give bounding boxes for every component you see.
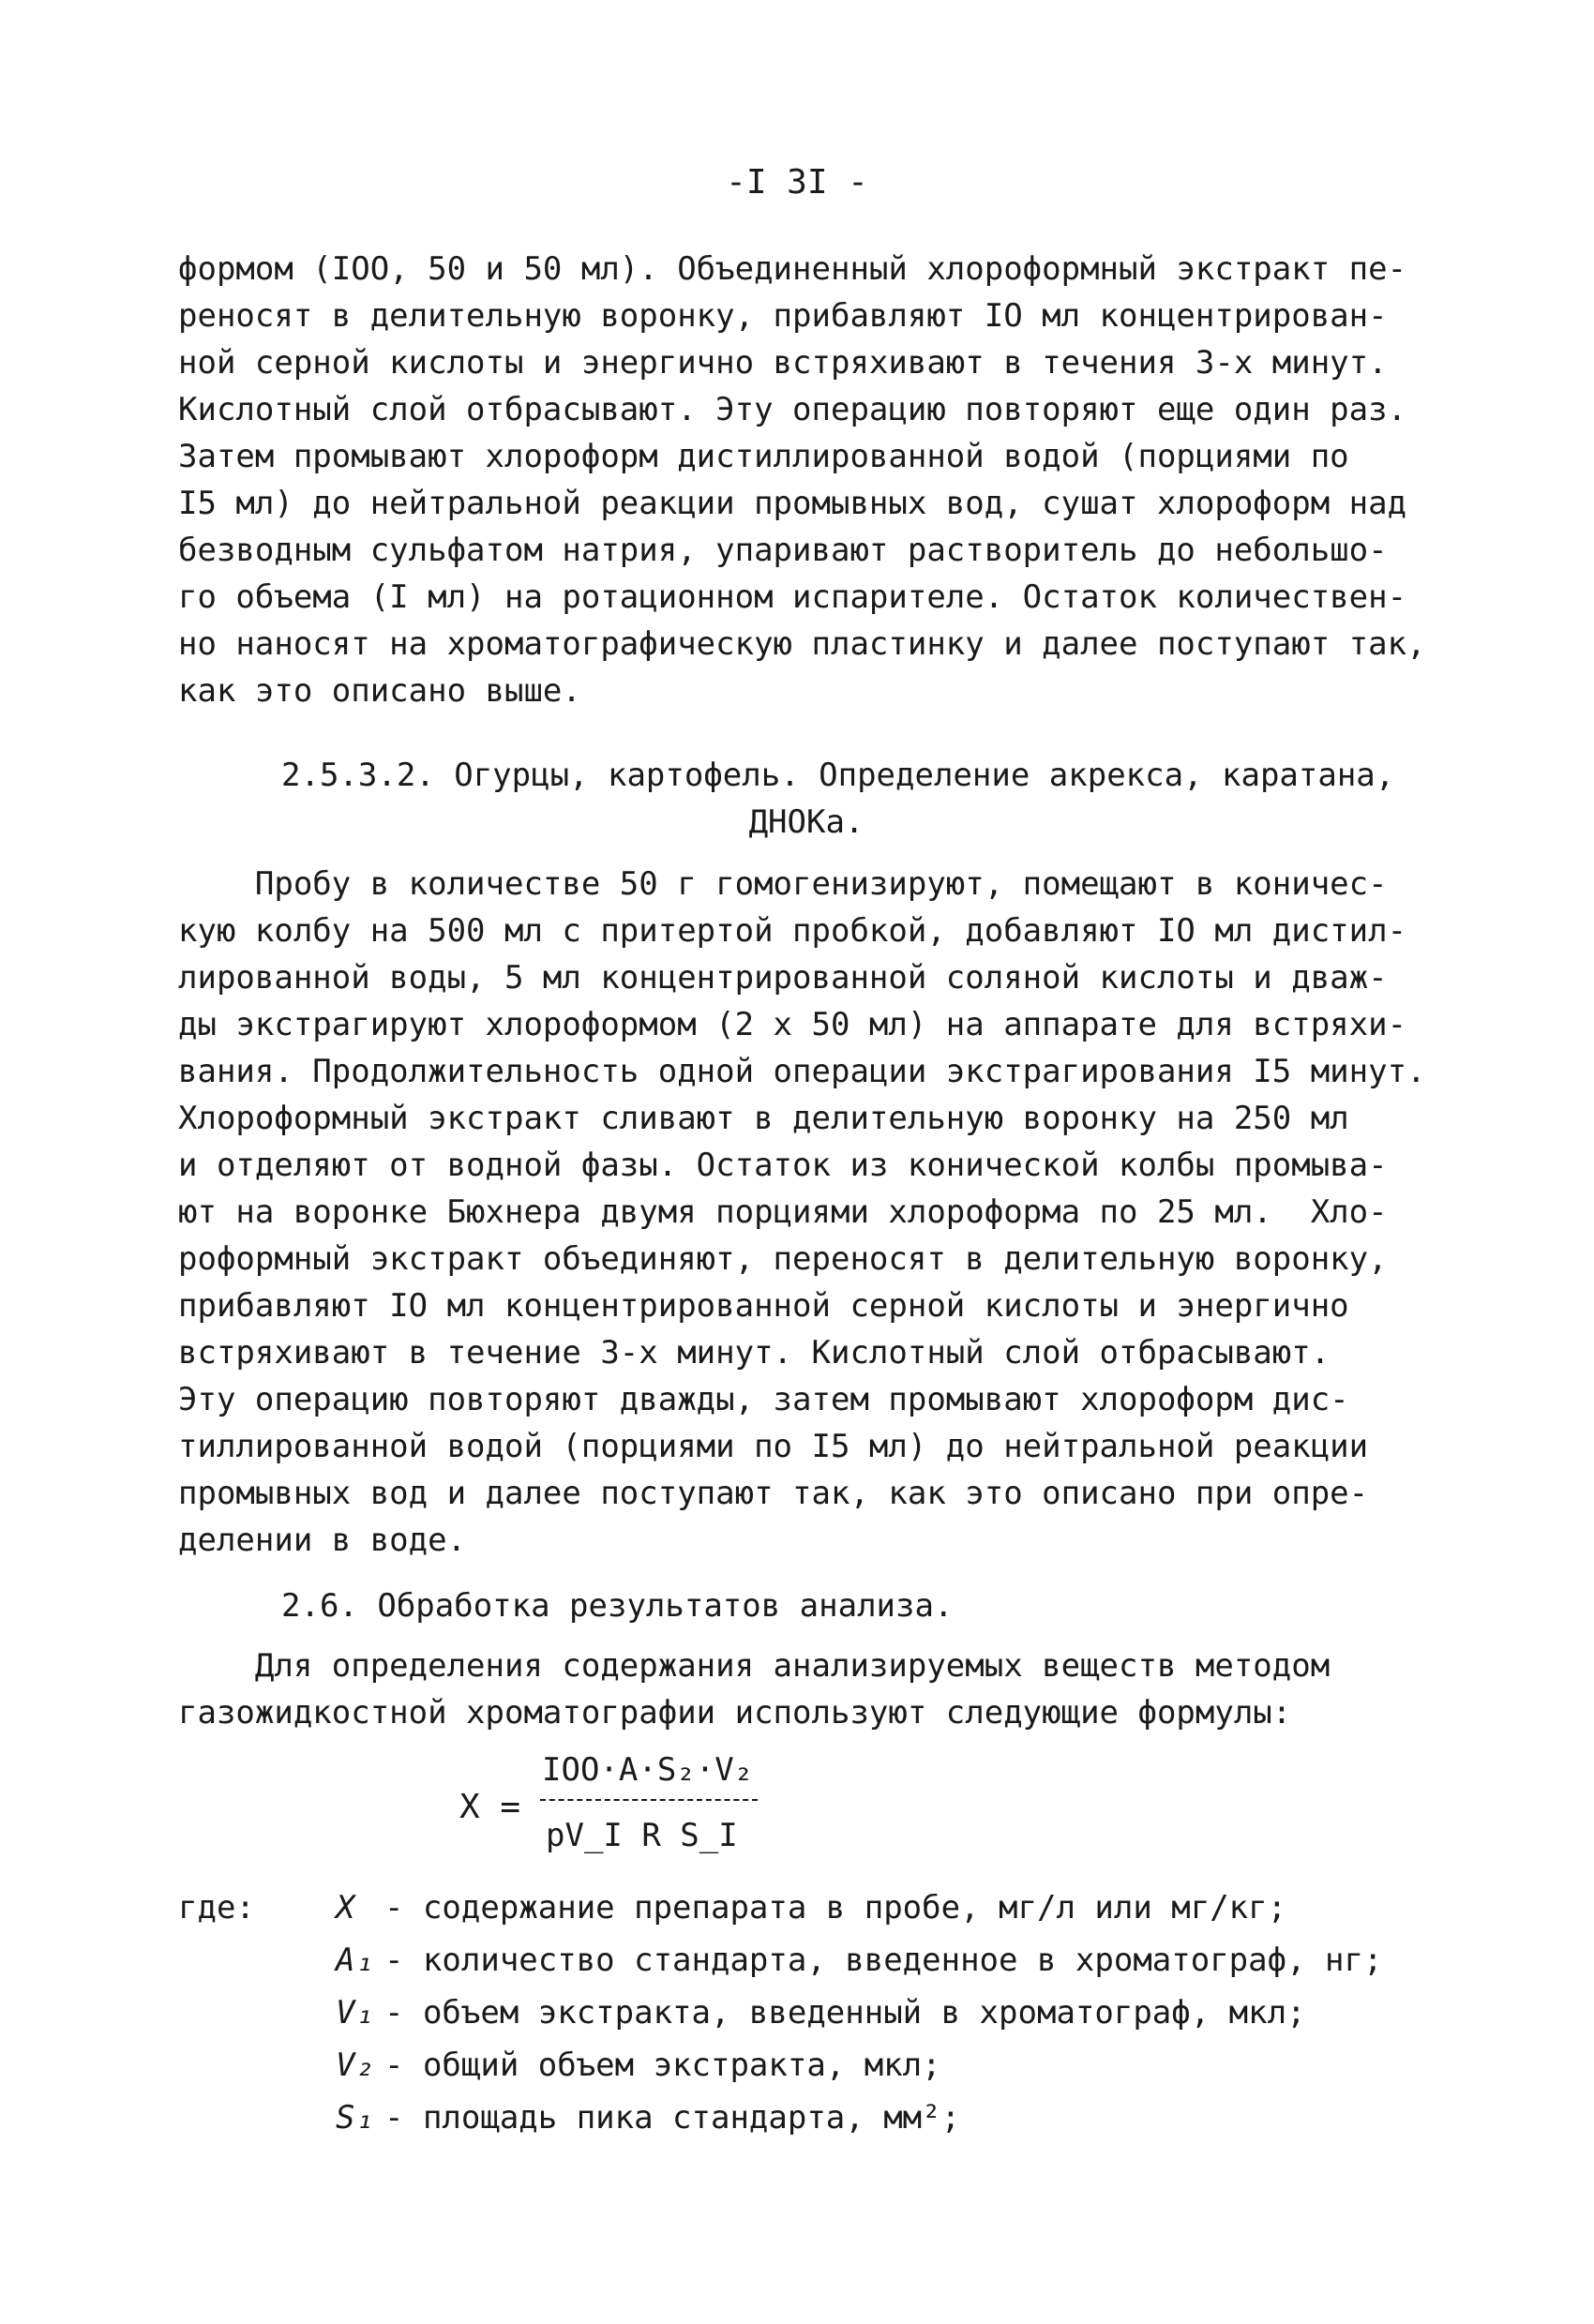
text-line: прибавляют IO мл концентрированной серной кислоты и энергично	[178, 1287, 1349, 1325]
formula-denominator: pV_I R S_I	[546, 1817, 738, 1854]
text-line: как это описано выше.	[178, 672, 581, 710]
text-line: и отделяют от водной фазы. Остаток из конической колбы промыва-	[178, 1147, 1388, 1184]
text-line: ной серной кислоты и энергично встряхивают в течения 3-х минут.	[178, 344, 1388, 382]
text-line: Хлороформный экстракт сливают в делительную воронку на 250 мл	[178, 1100, 1349, 1137]
section-heading-line: 2.5.3.2. Огурцы, картофель. Определение акрекса, каратана,	[281, 757, 1395, 794]
legend-text: - количество стандарта, введенное в хроматограф, нг;	[384, 1942, 1383, 1979]
intro-paragraph	[178, 246, 1435, 714]
text-line: Кислотный слой отбрасывают. Эту операцию повторяют еще один раз.	[178, 391, 1407, 428]
legend-symbol: A₁	[336, 1942, 374, 1979]
formula-fraction-bar	[540, 1799, 758, 1801]
text-line: ды экстрагируют хлороформом (2 х 50 мл) на аппарате для встряхи-	[178, 1006, 1407, 1043]
text-line: но наносят на хроматографическую пластинку и далее поступают так,	[178, 625, 1426, 663]
formula-lhs: X =	[459, 1788, 521, 1826]
legend-row	[178, 1937, 1435, 1989]
text-line: роформный экстракт объединяют, переносят в делительную воронку,	[178, 1240, 1388, 1278]
legend-symbol: X	[336, 1889, 355, 1927]
text-line: встряхивают в течение 3-х минут. Кислотный слой отбрасывают.	[178, 1334, 1331, 1372]
section-heading-26	[178, 1582, 1435, 1629]
text-line: лированной воды, 5 мл концентрированной соляной кислоты и дваж-	[178, 959, 1388, 997]
legend-text: - общий объем экстракта, мкл;	[384, 2047, 941, 2084]
legend-text: - содержание препарата в пробе, мг/л или мг/кг;	[384, 1889, 1287, 1927]
text-line: вания. Продолжительность одной операции экстрагирования I5 минут.	[178, 1053, 1426, 1090]
text-line: ют на воронке Бюхнера двумя порциями хлороформа по 25 мл. Хло-	[178, 1193, 1388, 1231]
legend-symbol: V₂	[336, 2047, 374, 2084]
text-line: го объема (I мл) на ротационном испарителе. Остаток количествен-	[178, 578, 1407, 616]
text-line: безводным сульфатом натрия, упаривают растворитель до небольшо-	[178, 532, 1388, 569]
text-line: Для определения содержания анализируемых веществ методом	[178, 1647, 1331, 1685]
text-line: газожидкостной хроматографии используют следующие формулы:	[178, 1694, 1292, 1732]
text-line: тиллированной водой (порциями по I5 мл) до нейтральной реакции	[178, 1428, 1369, 1465]
section-heading-line: ДНОКа.	[748, 803, 865, 841]
text-line: кую колбу на 500 мл с притертой пробкой, добавляют IO мл дистил-	[178, 912, 1407, 950]
text-line: Эту операцию повторяют дважды, затем промывают хлороформ дис-	[178, 1381, 1349, 1418]
text-line: реносят в делительную воронку, прибавляют IO мл концентрирован-	[178, 297, 1388, 335]
text-line: промывных вод и далее поступают так, как это описано при опре-	[178, 1475, 1369, 1512]
legend-where-label: где:	[178, 1889, 255, 1927]
text-line: I5 мл) до нейтральной реакции промывных вод, сушат хлороформ над	[178, 485, 1407, 522]
legend-row	[178, 1884, 1435, 1937]
section-2532-paragraph	[178, 861, 1435, 1564]
legend-row	[178, 2042, 1435, 2094]
text-line: делении в воде.	[178, 1522, 467, 1559]
legend-symbol: V₁	[336, 1994, 374, 2032]
legend-text: - объем экстракта, введенный в хроматограф, мкл;	[384, 1994, 1306, 2032]
formula-legend	[178, 1884, 1435, 2147]
formula-numerator: IOO·A·S₂·V₂	[542, 1751, 754, 1789]
legend-text: - площадь пика стандарта, мм²;	[384, 2099, 961, 2137]
section-heading-2532	[178, 752, 1435, 846]
legend-symbol: S₁	[336, 2099, 374, 2137]
page-number: -I 3I -	[726, 163, 868, 202]
text-line: Пробу в количестве 50 г гомогенизируют, помещают в коничес-	[178, 865, 1388, 903]
section-26-paragraph	[178, 1642, 1435, 1736]
legend-row	[178, 1989, 1435, 2042]
formula	[459, 1739, 797, 1880]
legend-row	[178, 2094, 1435, 2147]
text-line: формом (IOO, 50 и 50 мл). Объединенный хлороформный экстракт пе-	[178, 250, 1407, 288]
section-heading-line: 2.6. Обработка результатов анализа.	[281, 1587, 954, 1625]
text-line: Затем промывают хлороформ дистиллированной водой (порциями по	[178, 438, 1349, 475]
